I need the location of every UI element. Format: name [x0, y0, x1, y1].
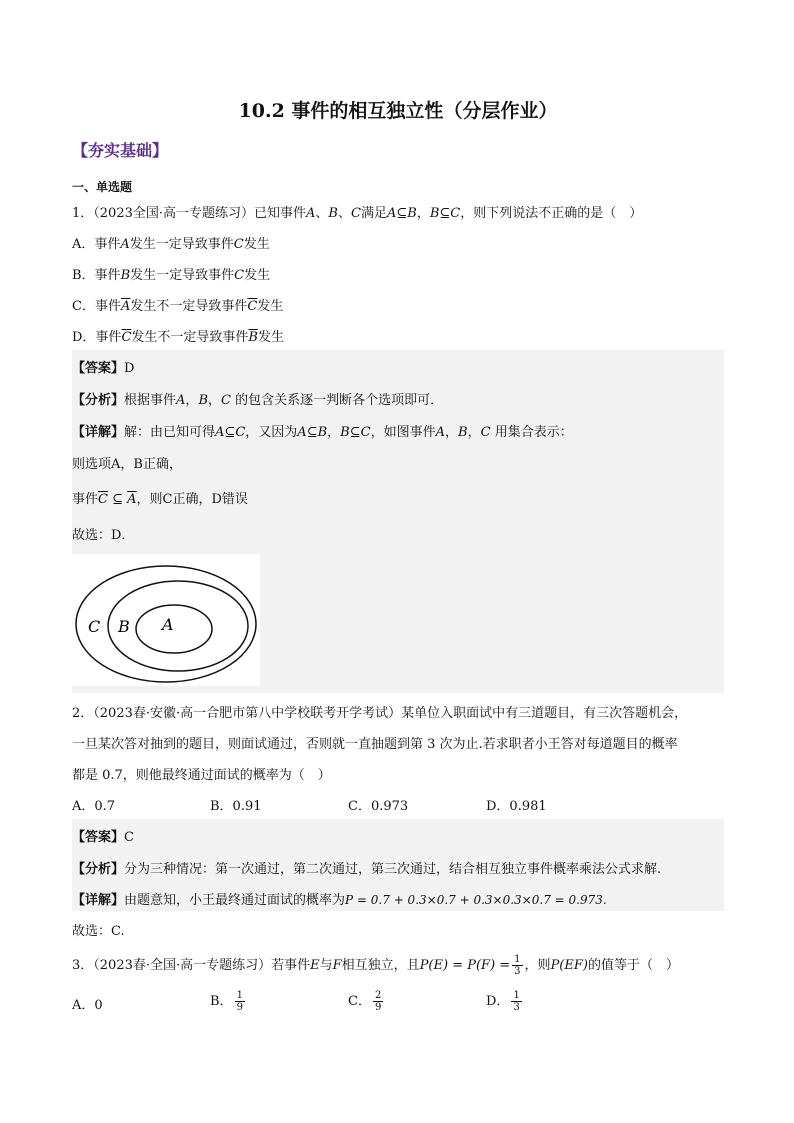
q2-detail: 【详解】由题意知，小王最终通过面试的概率为P = 0.7 + 0.3×0.7 + 0.3×0.3×0.7 = 0.973. — [72, 893, 607, 908]
q2-option-c: C．0.973 — [348, 799, 409, 814]
q1-analysis: 【分析】根据事件A，B，C 的包含关系逐一判断各个选项即可． — [72, 393, 444, 408]
venn-label-a: A — [162, 615, 174, 634]
q3-option-b: B． $\frac{1}{9}$ — [210, 990, 243, 1013]
q2-option-d: D．0.981 — [486, 799, 547, 814]
q2-answer: 【答案】C — [72, 830, 134, 845]
q2-analysis: 【分析】分为三种情况：第一次通过，第二次通过，第三次通过，结合相互独立事件概率乘法公式求解. — [72, 862, 662, 877]
q3-fraction: $\frac{1}{3}$ — [514, 954, 521, 977]
venn-label-c: C — [88, 617, 101, 636]
q2-stem-line1: 2．（2023春·安徽·高一合肥市第八中学校联考开学考试）某单位入职面试中有三道题目，有三次答题机会， — [72, 706, 688, 721]
q3-option-c: C． $\frac{2}{9}$ — [348, 990, 382, 1013]
section-label: 【夯实基础】 — [72, 141, 169, 160]
venn-set-a — [136, 605, 212, 653]
q1-option-c: C．事件$\overline{A}$发生不一定导致事件$\overline{C}$发生 — [72, 299, 284, 314]
q2-option-b: B．0.91 — [210, 799, 262, 814]
subsection-heading: 一、单选题 — [72, 180, 133, 194]
q1-option-b: B．事件B发生一定导致事件C发生 — [72, 268, 271, 283]
q1-choose: 故选：D． — [72, 528, 135, 543]
q3-option-a: A．0 — [72, 998, 103, 1013]
q1-option-d: D．事件$\overline{C}$发生不一定导致事件$\overline{B}$发生 — [72, 330, 284, 345]
q1-stem: 1．（2023全国·高一专题练习）已知事件A、B、C满足A⊆B，B⊆C，则下列说法不正确的是（ ） — [72, 206, 643, 221]
q1-detail-ab: 则选项A，B正确， — [72, 457, 182, 472]
q2-option-a: A．0.7 — [72, 799, 116, 814]
q1-option-a: A．事件A发生一定导致事件C发生 — [72, 237, 270, 252]
q3-option-d: D． $\frac{1}{3}$ — [486, 990, 520, 1013]
q1-answer: 【答案】D — [72, 361, 135, 376]
q1-detail: 【详解】解：由已知可得A⊆C，又因为A⊆B，B⊆C，如图事件A，B，C 用集合表示： — [72, 425, 573, 440]
q2-stem-line2: 一旦某次答对抽到的题目，则面试通过，否则就一直抽题到第 3 次为止.若求职者小王答对每道题目的概率 — [72, 737, 678, 752]
venn-diagram — [72, 554, 260, 686]
q3-stem: 3．（2023春·全国·高一专题练习）若事件E与F相互独立，且P(E) = P(F) = $\frac{1}{3}$ ，则P(EF)的值等于（ ） — [72, 954, 679, 977]
page-title: 10.2 事件的相互独立性（分层作业） — [238, 100, 558, 122]
q1-detail-c: 事件$\overline{C}$ ⊆ $\overline{A}$，则C正确，D错误 — [72, 492, 248, 507]
venn-label-b: B — [118, 617, 130, 636]
q2-choose: 故选：C. — [72, 924, 125, 939]
q2-stem-line3: 都是 0.7，则他最终通过面试的概率为（ ） — [72, 768, 331, 783]
